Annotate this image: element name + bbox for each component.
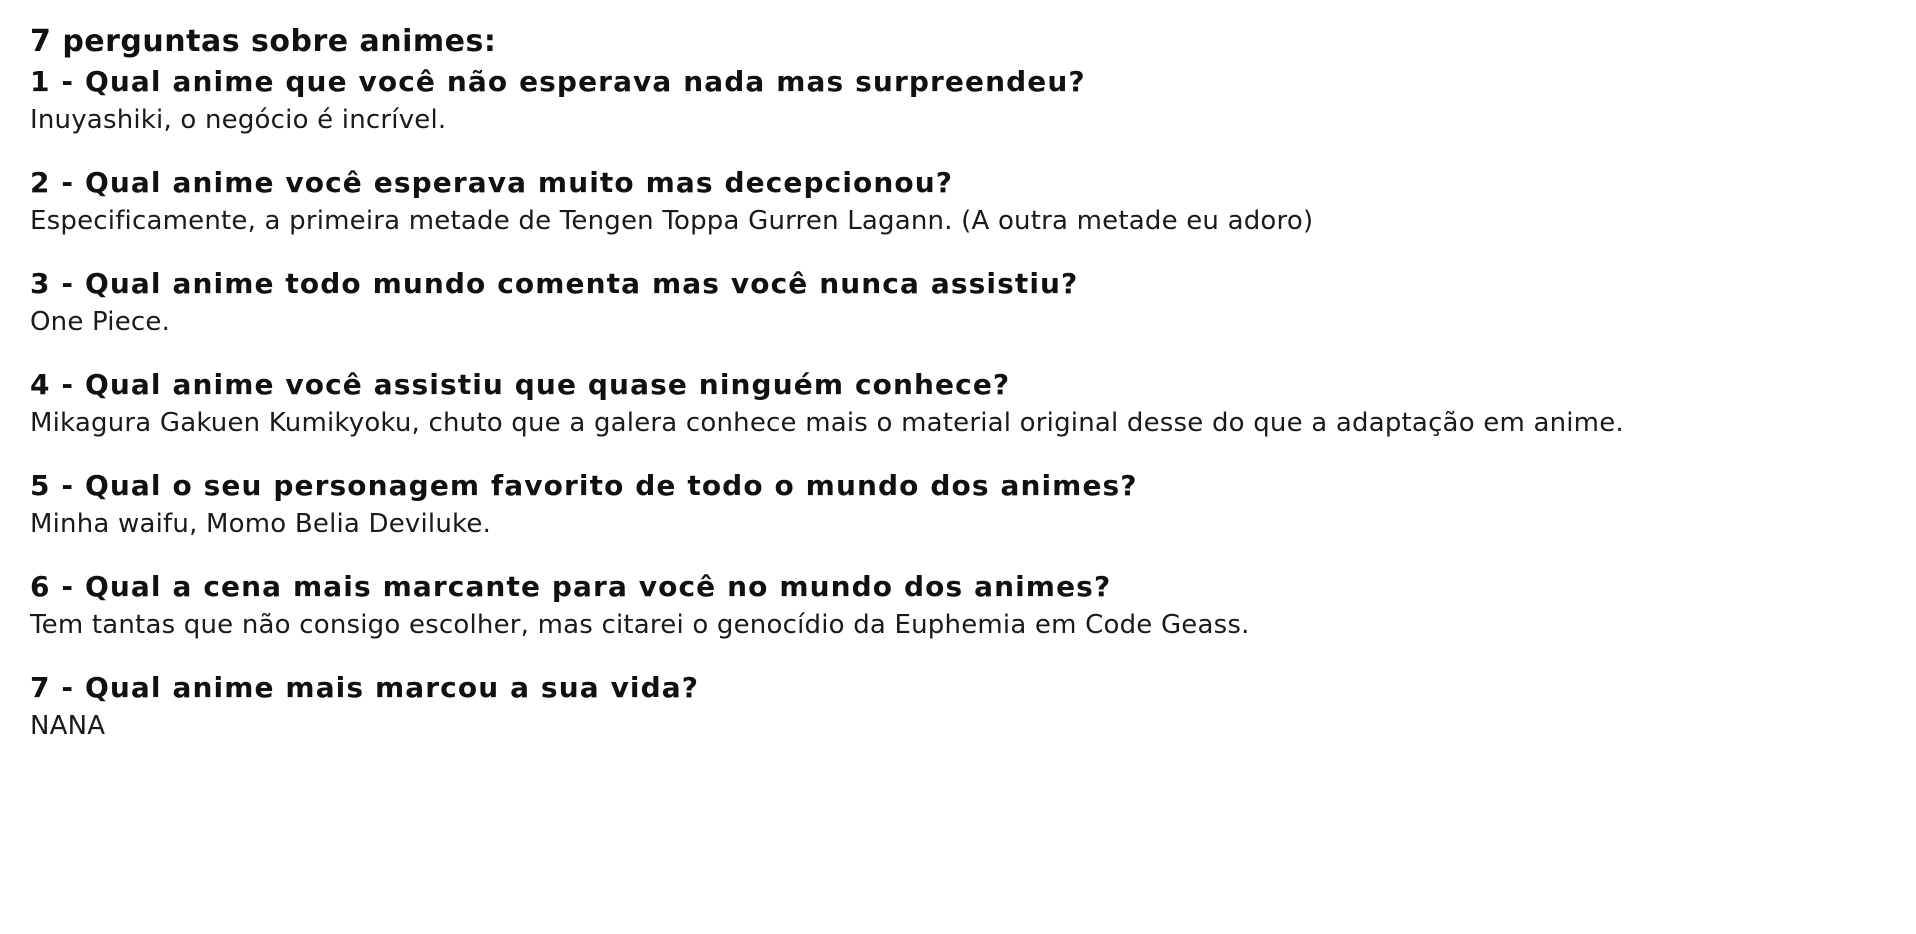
qa-item-5 bbox=[30, 467, 1886, 542]
question-text: 4 - Qual anime você assistiu que quase ninguém conhece? bbox=[30, 368, 1011, 402]
question-text: 7 - Qual anime mais marcou a sua vida? bbox=[30, 670, 700, 704]
page-title: 7 perguntas sobre animes: bbox=[30, 24, 497, 59]
qa-item-7 bbox=[30, 669, 1886, 744]
question-text: 2 - Qual anime você esperava muito mas decepcionou? bbox=[30, 166, 954, 200]
qa-item-2 bbox=[30, 164, 1886, 239]
question-text: 6 - Qual a cena mais marcante para você no mundo dos animes? bbox=[30, 569, 1112, 603]
qa-item-4 bbox=[30, 366, 1886, 441]
answer-text: NANA bbox=[30, 710, 106, 741]
question-text: 5 - Qual o seu personagem favorito de todo o mundo dos animes? bbox=[30, 468, 1138, 502]
answer-text: Especificamente, a primeira metade de Tengen Toppa Gurren Lagann. (A outra metade eu adoro) bbox=[30, 206, 1314, 237]
answer-text: Tem tantas que não consigo escolher, mas citarei o genocídio da Euphemia em Code Geass. bbox=[30, 609, 1250, 640]
answer-text: Minha waifu, Momo Belia Deviluke. bbox=[30, 508, 492, 539]
answer-text: Inuyashiki, o negócio é incrível. bbox=[30, 105, 447, 136]
answer-text: One Piece. bbox=[30, 306, 171, 337]
qa-item-3 bbox=[30, 265, 1886, 340]
qa-item-6 bbox=[30, 568, 1886, 643]
qa-item-1 bbox=[30, 63, 1886, 138]
question-text: 3 - Qual anime todo mundo comenta mas você nunca assistiu? bbox=[30, 267, 1079, 301]
question-text: 1 - Qual anime que você não esperava nada mas surpreendeu? bbox=[30, 65, 1086, 99]
answer-text: Mikagura Gakuen Kumikyoku, chuto que a galera conhece mais o material original desse do que a adaptação em anime. bbox=[30, 407, 1624, 438]
